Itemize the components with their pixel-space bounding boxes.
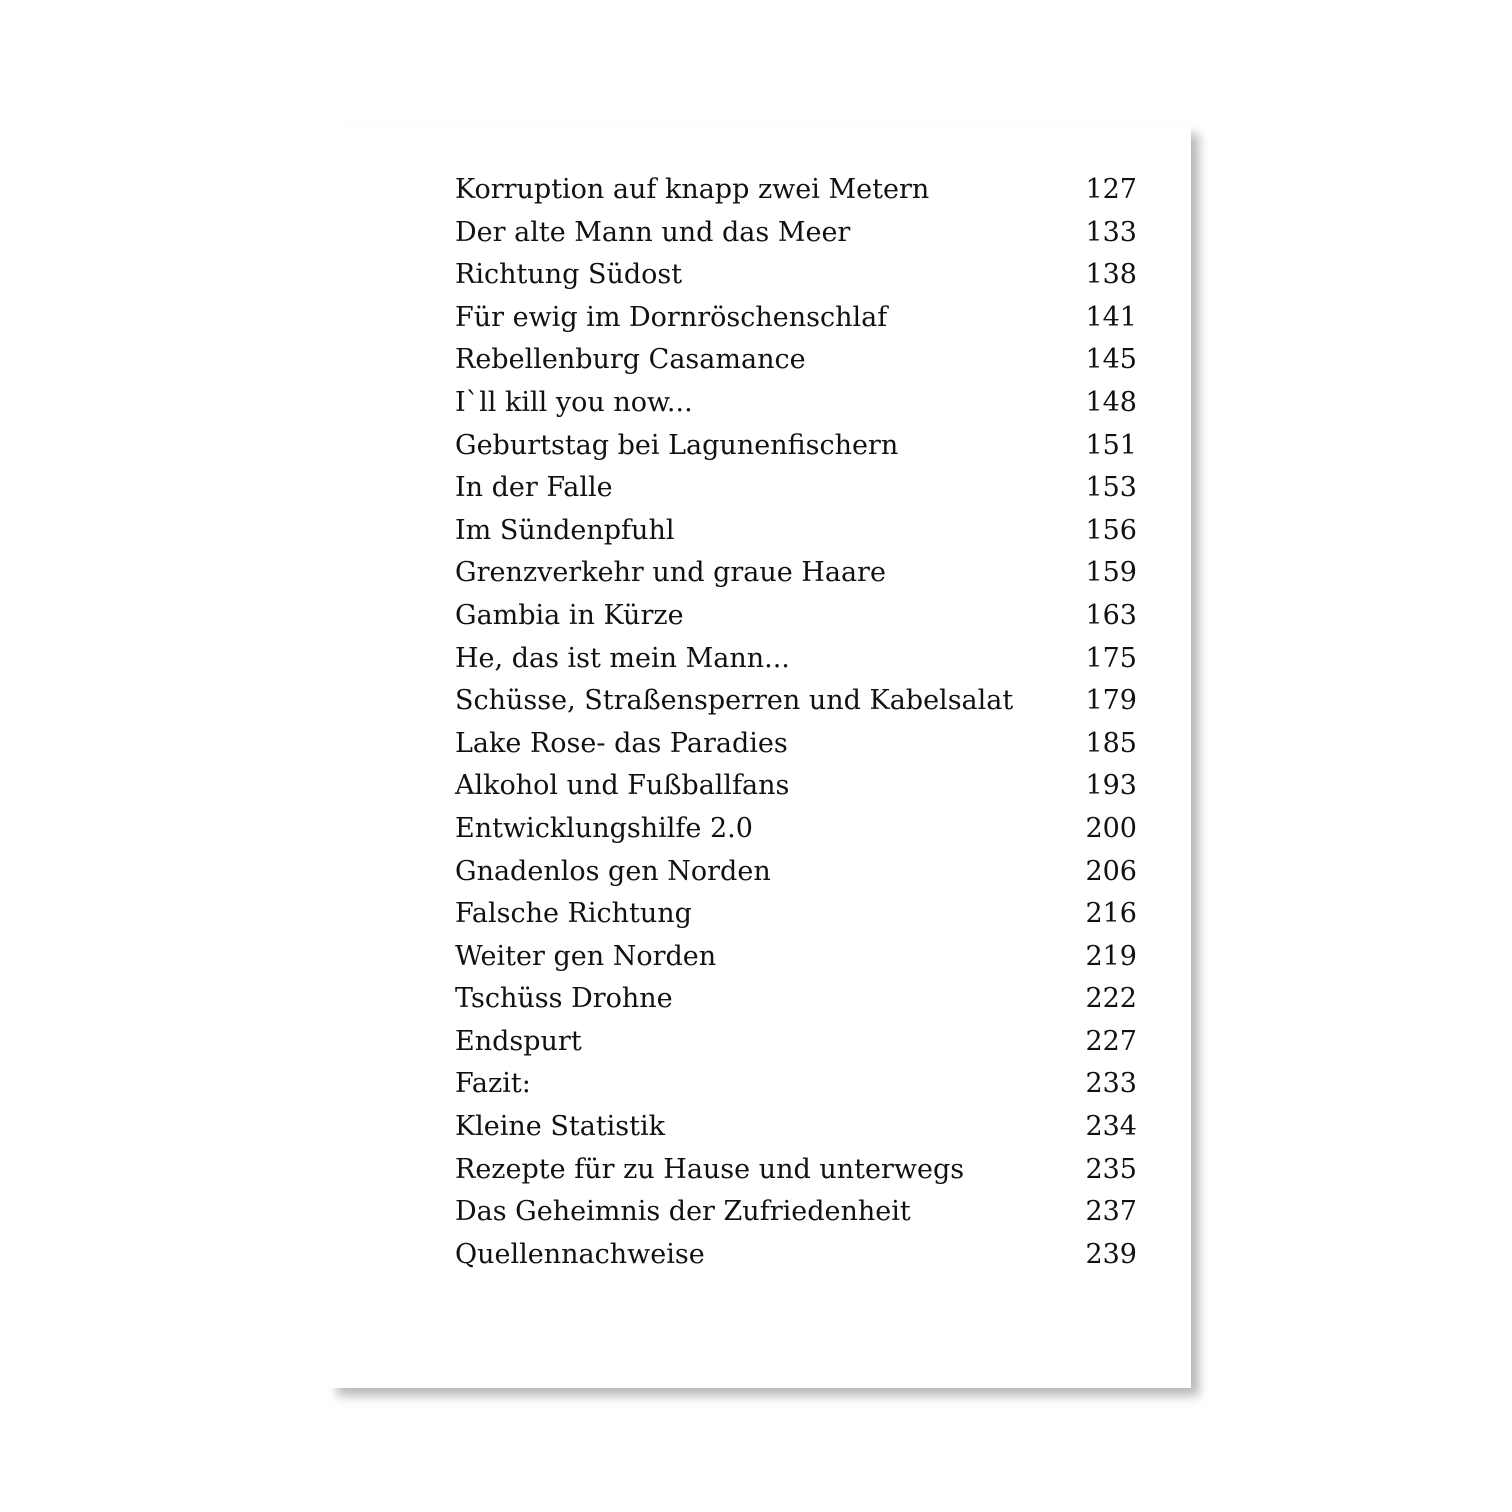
toc-entry xyxy=(455,808,1137,851)
toc-entry xyxy=(455,1149,1137,1192)
toc-entry-title: Entwicklungshilfe 2.0 xyxy=(455,812,753,844)
toc-entry xyxy=(455,1063,1137,1106)
toc-entry xyxy=(455,978,1137,1021)
toc-entry-title: He, das ist mein Mann... xyxy=(455,642,790,674)
toc-entry xyxy=(455,893,1137,936)
toc-entry-title: Rebellenburg Casamance xyxy=(455,344,806,376)
toc-entry xyxy=(455,723,1137,766)
toc-entry xyxy=(455,595,1137,638)
toc-entry-page-number: 145 xyxy=(1085,344,1137,376)
toc-entry-title: Korruption auf knapp zwei Metern xyxy=(455,174,930,205)
toc-entry-title: Gambia in Kürze xyxy=(455,599,684,631)
toc-entry xyxy=(455,936,1137,979)
toc-entry-page-number: 227 xyxy=(1085,1025,1137,1057)
toc-entry-page-number: 127 xyxy=(1085,174,1137,205)
toc-entry-title: Kleine Statistik xyxy=(455,1111,666,1143)
toc-entry xyxy=(455,254,1137,297)
toc-entry-title: Fazit: xyxy=(455,1068,531,1100)
toc-entry-page-number: 179 xyxy=(1085,685,1137,717)
toc-entry-title: Grenzverkehr und graue Haare xyxy=(455,557,886,589)
toc-entry xyxy=(455,1191,1137,1234)
toc-entry-title: Alkohol und Fußballfans xyxy=(455,770,790,802)
toc-entry-page-number: 159 xyxy=(1085,557,1137,589)
toc-entry xyxy=(455,467,1137,510)
toc-entry xyxy=(455,425,1137,468)
toc-entry-title: Der alte Mann und das Meer xyxy=(455,216,851,248)
toc-entry xyxy=(455,552,1137,595)
toc-entry-page-number: 219 xyxy=(1085,940,1137,972)
table-of-contents xyxy=(455,169,1137,1276)
toc-entry xyxy=(455,638,1137,681)
toc-entry-title: Geburtstag bei Lagunenfischern xyxy=(455,429,899,461)
toc-entry-page-number: 153 xyxy=(1085,472,1137,504)
toc-entry-page-number: 233 xyxy=(1085,1068,1137,1100)
toc-entry-page-number: 206 xyxy=(1085,855,1137,887)
toc-entry-page-number: 141 xyxy=(1085,301,1137,333)
toc-entry xyxy=(455,297,1137,340)
toc-entry-title: Tschüss Drohne xyxy=(455,983,673,1015)
toc-entry-page-number: 193 xyxy=(1085,770,1137,802)
toc-entry-page-number: 151 xyxy=(1085,429,1137,461)
toc-entry-title: In der Falle xyxy=(455,472,613,504)
toc-entry-title: Lake Rose- das Paradies xyxy=(455,727,788,759)
toc-entry xyxy=(455,212,1137,255)
toc-entry-page-number: 216 xyxy=(1085,898,1137,930)
toc-entry-page-number: 200 xyxy=(1085,812,1137,844)
toc-entry xyxy=(455,510,1137,553)
toc-entry-title: Falsche Richtung xyxy=(455,898,692,930)
toc-entry-title: Für ewig im Dornröschenschlaf xyxy=(455,301,888,333)
toc-entry-page-number: 148 xyxy=(1085,386,1137,418)
toc-entry-page-number: 156 xyxy=(1085,514,1137,546)
toc-entry-title: Gnadenlos gen Norden xyxy=(455,855,771,887)
toc-entry-page-number: 234 xyxy=(1085,1111,1137,1143)
toc-entry-page-number: 185 xyxy=(1085,727,1137,759)
toc-entry xyxy=(455,680,1137,723)
toc-entry xyxy=(455,765,1137,808)
toc-entry xyxy=(455,339,1137,382)
toc-entry-title: I`ll kill you now... xyxy=(455,386,693,418)
book-page xyxy=(329,126,1191,1388)
toc-entry xyxy=(455,382,1137,425)
toc-entry-page-number: 222 xyxy=(1085,983,1137,1015)
toc-entry xyxy=(455,169,1137,212)
toc-entry-page-number: 163 xyxy=(1085,599,1137,631)
toc-entry-title: Quellennachweise xyxy=(455,1238,705,1270)
toc-entry-title: Das Geheimnis der Zufriedenheit xyxy=(455,1196,911,1228)
toc-entry-title: Richtung Südost xyxy=(455,259,683,291)
toc-entry xyxy=(455,1021,1137,1064)
toc-entry-title: Rezepte für zu Hause und unterwegs xyxy=(455,1153,965,1185)
toc-entry xyxy=(455,1234,1137,1277)
toc-entry-page-number: 175 xyxy=(1085,642,1137,674)
toc-entry-page-number: 133 xyxy=(1085,216,1137,248)
toc-entry-title: Im Sündenpfuhl xyxy=(455,514,675,546)
toc-entry xyxy=(455,851,1137,894)
toc-entry-title: Endspurt xyxy=(455,1025,582,1057)
toc-entry-page-number: 237 xyxy=(1085,1196,1137,1228)
toc-entry-title: Weiter gen Norden xyxy=(455,940,717,972)
toc-entry-page-number: 235 xyxy=(1085,1153,1137,1185)
toc-entry-page-number: 239 xyxy=(1085,1238,1137,1270)
toc-entry xyxy=(455,1106,1137,1149)
toc-entry-title: Schüsse, Straßensperren und Kabelsalat xyxy=(455,685,1014,717)
toc-entry-page-number: 138 xyxy=(1085,259,1137,291)
